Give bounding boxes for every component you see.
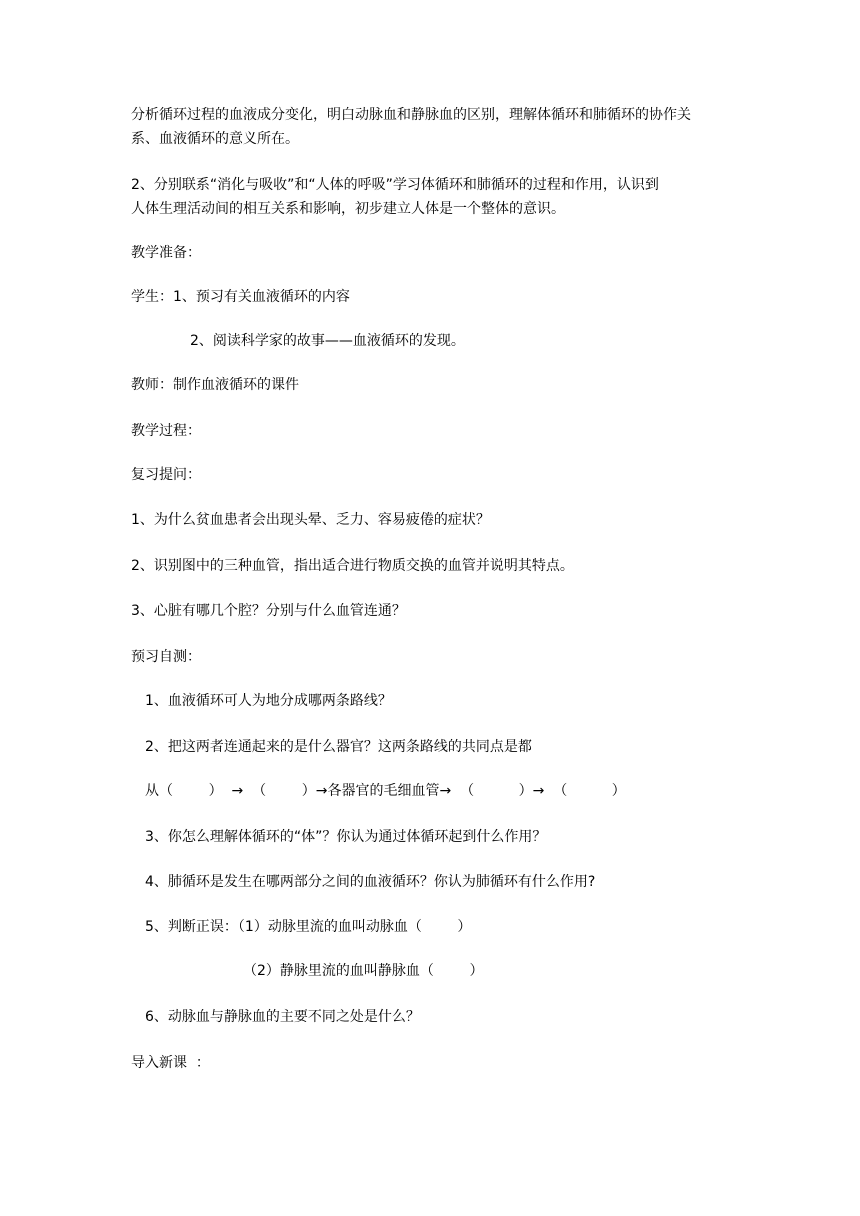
selftest-question-5-part-2: （2）静脉里流的血叫静脉血（ ） [243, 963, 484, 979]
student-prep-item-1: 学生：1、预习有关血液循环的内容 [131, 289, 350, 305]
section-heading-review: 复习提问： [131, 467, 201, 483]
selftest-question-2: 2、把这两者连通起来的是什么器官？这两条路线的共同点是都 [145, 739, 532, 755]
review-question-2: 2、识别图中的三种血管，指出适合进行物质交换的血管并说明其特点。 [131, 558, 574, 574]
paragraph-line: 人体生理活动间的相互关系和影响，初步建立人体是一个整体的意识。 [131, 201, 565, 217]
section-heading-process: 教学过程： [131, 423, 201, 439]
section-heading-intro: 导入新课 ： [131, 1055, 210, 1071]
review-question-3: 3、心脏有哪几个腔？分别与什么血管连通？ [131, 603, 406, 619]
review-question-1: 1、为什么贫血患者会出现头晕、乏力、容易疲倦的症状？ [131, 512, 490, 528]
section-heading-prep: 教学准备： [131, 245, 201, 261]
selftest-question-4: 4、肺循环是发生在哪两部分之间的血液循环？你认为肺循环有什么作用? [145, 874, 596, 890]
paragraph-line: 分析循环过程的血液成分变化，明白动脉血和静脉血的区别，理解体循环和肺循环的协作关 [131, 107, 691, 123]
selftest-question-6: 6、动脉血与静脉血的主要不同之处是什么？ [145, 1009, 420, 1025]
selftest-question-5: 5、判断正误：（1）动脉里流的血叫动脉血（ ） [145, 919, 472, 935]
section-heading-selftest: 预习自测： [131, 649, 201, 665]
selftest-question-3: 3、你怎么理解体循环的“体”？你认为通过体循环起到什么作用？ [145, 829, 547, 845]
selftest-question-1: 1、血液循环可人为地分成哪两条路线？ [145, 693, 392, 709]
student-prep-item-2: 2、阅读科学家的故事——血液循环的发现。 [190, 333, 465, 349]
paragraph-line: 2、分别联系“消化与吸收”和“人体的呼吸”学习体循环和肺循环的过程和作用，认识到 [131, 177, 659, 193]
teacher-prep: 教师：制作血液循环的课件 [131, 377, 299, 393]
selftest-question-2-path: 从（ ） → （ ）→各器官的毛细血管→ （ ）→ （ ） [145, 783, 626, 799]
paragraph-line: 系、血液循环的意义所在。 [131, 131, 299, 147]
